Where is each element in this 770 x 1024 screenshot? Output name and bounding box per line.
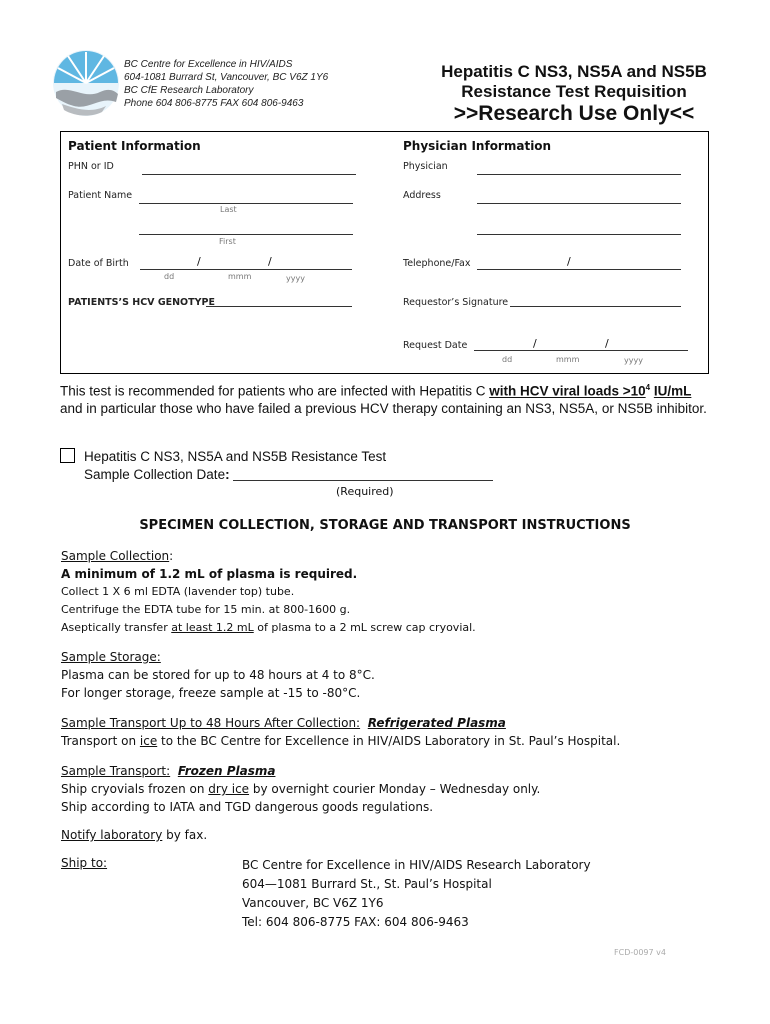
genotype-field[interactable] (206, 296, 352, 307)
instructions-heading: SPECIMEN COLLECTION, STORAGE AND TRANSPORT INSTRUCTIONS (139, 518, 631, 533)
phn-label: PHN or ID (68, 161, 114, 172)
storage-section: Sample Storage: Plasma can be stored for up to 48 hours at 4 to 8°C. For longer storage, freeze sample at -15 to -80°C. (61, 650, 375, 700)
collection-date-field[interactable] (233, 470, 493, 481)
request-mmm-hint: mmm (556, 355, 580, 364)
first-hint: First (219, 237, 236, 246)
transport-section: Sample Transport: Frozen Plasma Ship cryovials frozen on dry ice by overnight courier Monday – Wednesday only. Ship according to IATA and TGD dangerous goods regulations. (61, 764, 541, 814)
patient-last-name-field[interactable] (139, 193, 353, 204)
physician-field[interactable] (477, 164, 681, 175)
request-date-label: Request Date (403, 340, 468, 351)
ship-to-label: Ship to: (61, 856, 108, 870)
request-yyyy-hint: yyyy (624, 356, 643, 365)
bc-cfe-logo (50, 48, 122, 118)
dob-slash: / (197, 255, 201, 268)
telfax-field[interactable] (477, 259, 681, 270)
recommendation-text: This test is recommended for patients who are infected with Hepatitis C with HCV viral loads $>10^4$ IU/mL and in particular those who have failed a previous HCV therapy containing an NS3, NS5A, or NS5B inhibitor. (60, 383, 707, 416)
org-address-block (124, 58, 328, 110)
org-line: BC CfE Research Laboratory (124, 85, 254, 96)
org-line: Phone 604 806-8775 FAX 604 806-9463 (124, 98, 304, 109)
request-date-field[interactable] (474, 340, 688, 351)
ship-address: BC Centre for Excellence in HIV/AIDS Research Laboratory 604—1081 Burrard St., St. Paul’s Hospital Vancouver, BC V6Z 1Y6 Tel: 604 806-8775 FAX: 604 806-9463 (242, 858, 591, 929)
dob-mmm-hint: mmm (228, 272, 252, 281)
address-field-1[interactable] (477, 193, 681, 204)
signature-field[interactable] (510, 296, 681, 307)
request-dd-hint: dd (502, 355, 513, 364)
required-note: (Required) (336, 485, 394, 498)
dob-field[interactable] (140, 259, 352, 270)
transport48-section: Sample Transport Up to 48 Hours After Collection: Refrigerated Plasma Transport on ice to the BC Centre for Excellence in HIV/AIDS Laboratory in St. Paul’s Hospital. (61, 716, 621, 748)
request-date-slash: / (605, 337, 609, 350)
last-hint: Last (220, 205, 237, 214)
title-line: Hepatitis C NS3, NS5A and NS5B (441, 62, 707, 81)
phn-field[interactable] (142, 164, 356, 175)
notify-line: Notify laboratory by fax. (61, 828, 208, 842)
patient-name-label: Patient Name (68, 190, 133, 201)
request-date-slash: / (533, 337, 537, 350)
resistance-test-checkbox[interactable] (60, 448, 75, 463)
physician-info-heading: Physician Information (403, 139, 552, 153)
viral-load-threshold: with HCV viral loads >10 (489, 383, 646, 399)
telfax-slash: / (567, 255, 571, 268)
test-option: Hepatitis C NS3, NS5A and NS5B Resistance Test Sample Collection Date: (84, 449, 387, 482)
telfax-label: Telephone/Fax (403, 258, 471, 269)
collection-section: Sample Collection: A minimum of 1.2 mL of plasma is required. Collect 1 X 6 ml EDTA (lavender top) tube. Centrifuge the EDTA tube for 15 min. at 800-1600 g. Aseptically transfer at least 1.2 mL of plasma to a 2 mL screw cap cryovial. (61, 549, 476, 634)
signature-label: Requestor’s Signature (403, 297, 509, 308)
research-use-only: >>Research Use Only<< (453, 102, 695, 125)
genotype-label: PATIENTS’S HCV GENOTYPE (68, 297, 215, 308)
address-field-2[interactable] (477, 224, 681, 235)
org-line: 604-1081 Burrard St, Vancouver, BC V6Z 1Y6 (124, 72, 329, 83)
dob-yyyy-hint: yyyy (286, 274, 305, 283)
dob-dd-hint: dd (164, 272, 175, 281)
org-line: BC Centre for Excellence in HIV/AIDS (124, 59, 293, 70)
patient-first-name-field[interactable] (139, 224, 353, 235)
form-title (418, 62, 730, 124)
dob-label: Date of Birth (68, 258, 129, 269)
collection-date-label: Sample Collection Date (84, 467, 226, 482)
address-label: Address (403, 190, 441, 201)
form-code: FCD-0097 v4 (614, 948, 666, 957)
dob-slash: / (268, 255, 272, 268)
patient-info-heading: Patient Information (68, 139, 201, 153)
test-option-label: Hepatitis C NS3, NS5A and NS5B Resistance Test (84, 449, 387, 464)
physician-label: Physician (403, 161, 448, 172)
title-line: Resistance Test Requisition (461, 82, 687, 101)
